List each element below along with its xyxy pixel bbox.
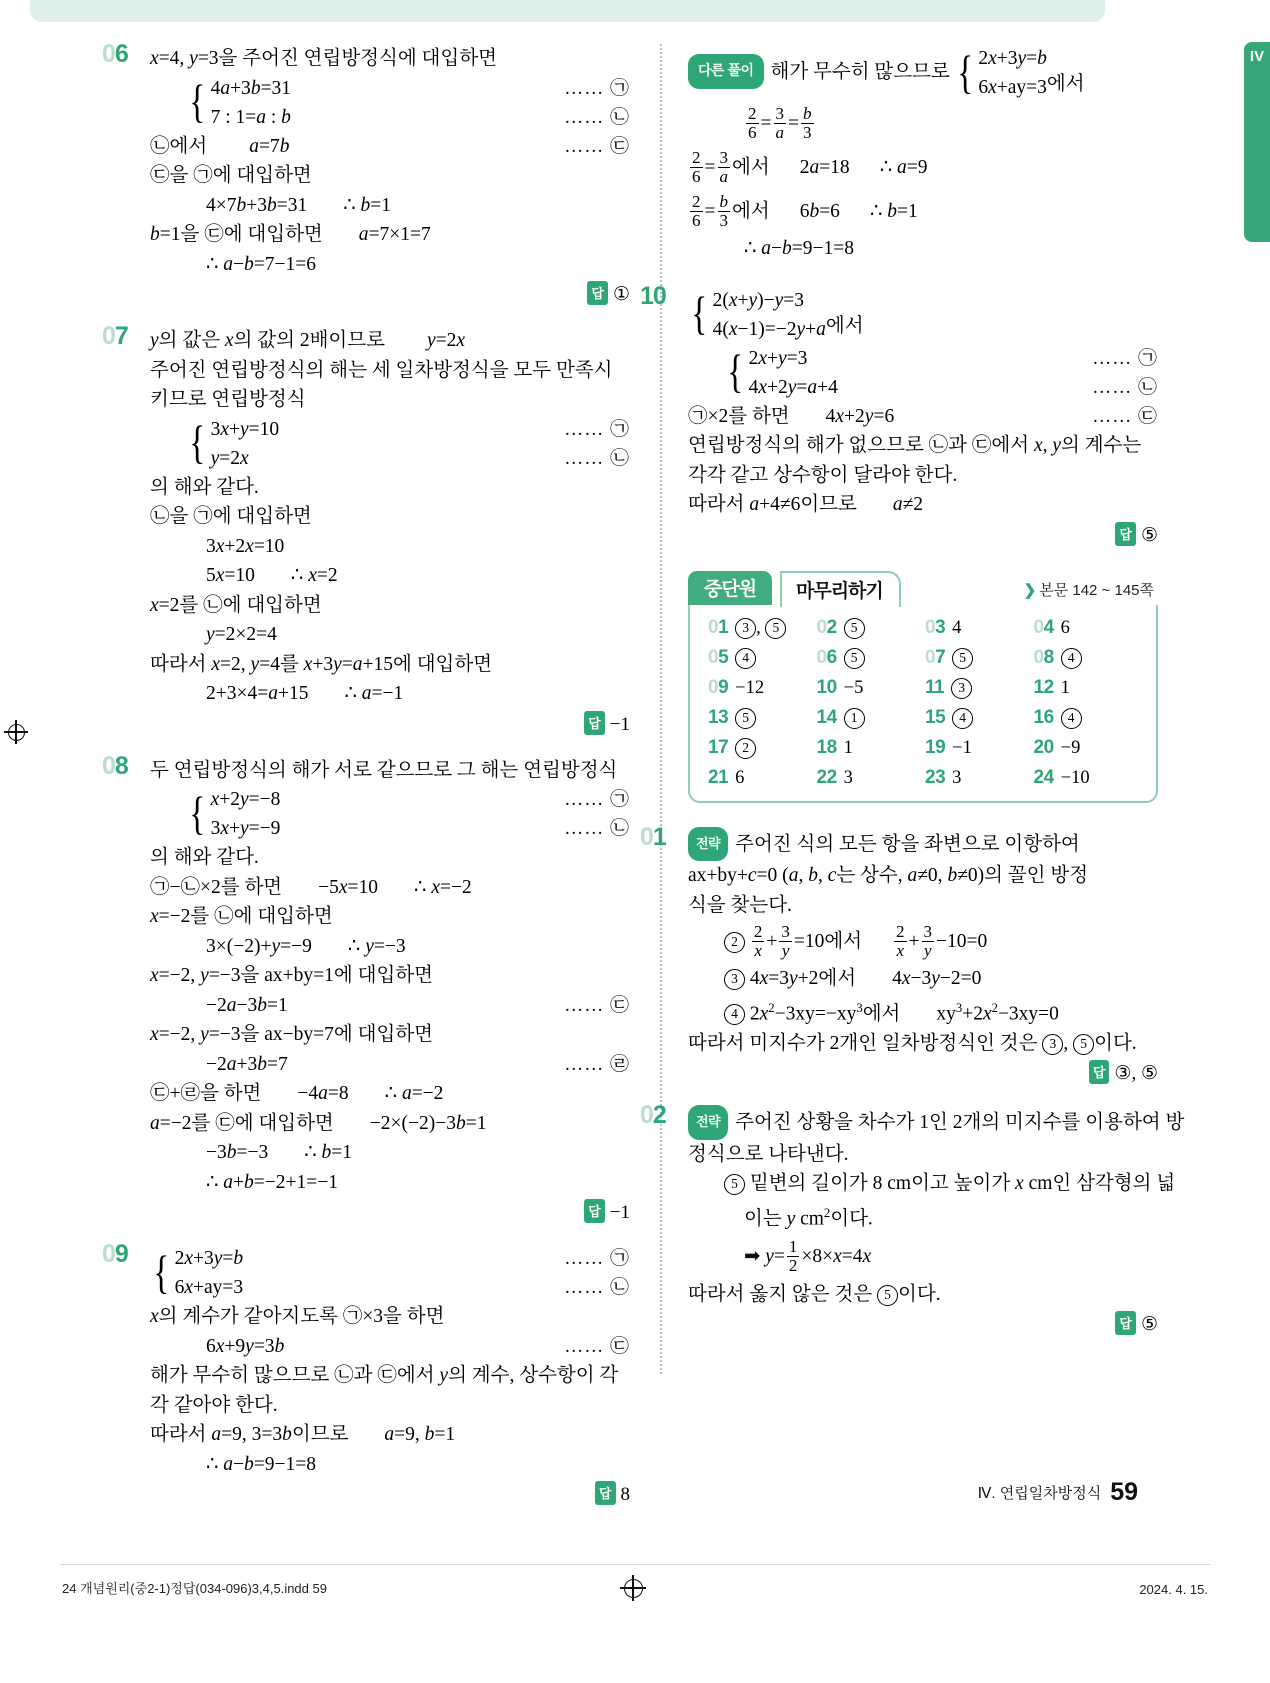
solution-line: b=1을 ㉢에 대입하면 a=7×1=7 bbox=[150, 224, 431, 245]
chapter-name: Ⅳ. 연립일차방정식 bbox=[977, 1485, 1102, 1502]
wrapup-answer-number: 14 bbox=[816, 706, 837, 728]
fraction: $\frac{1}{2}$ bbox=[788, 1236, 798, 1275]
answer-value: 답 ① bbox=[587, 281, 630, 306]
source-reference: ❯ 본문 142 ~ 145쪽 bbox=[1023, 581, 1154, 599]
page-footer bbox=[978, 1478, 1138, 1507]
wrapup-answer-number: 24 bbox=[1033, 766, 1054, 788]
wrapup-answer-value bbox=[844, 648, 865, 668]
wrapup-answer-item bbox=[925, 707, 1034, 729]
solution-line: 6x+9y=3b …… ㉢ bbox=[150, 1332, 630, 1362]
choice-circle: 2 bbox=[735, 738, 756, 759]
strategy-line: 정식으로 나타낸다. bbox=[688, 1143, 849, 1165]
solution-line: 주어진 연립방정식의 해는 세 일차방정식을 모두 만족시 bbox=[150, 359, 613, 381]
equation: 4(x−1)=−2y+a bbox=[712, 318, 826, 340]
wrapup-answer-value bbox=[952, 708, 973, 728]
solution-line: x=−2, y=−3을 ax−by=7에 대입하면 bbox=[150, 1024, 433, 1045]
wrapup-answer-list bbox=[688, 605, 1158, 803]
wrapup-answer-value: 3 , 5 bbox=[735, 618, 786, 638]
fraction: $\frac{2}{6}$ bbox=[692, 148, 701, 187]
choice-circle: 5 bbox=[844, 618, 865, 639]
solution-line: 3x+2x=10 bbox=[206, 535, 285, 557]
answer-value: 답 ⑤ bbox=[1115, 522, 1158, 547]
alt-solution-block bbox=[688, 44, 1158, 264]
equation-ref: …… ㉡ bbox=[564, 1277, 630, 1298]
fraction: $\frac{3}{y}$ bbox=[781, 922, 790, 961]
choice-circle: 5 bbox=[1073, 1034, 1094, 1055]
equation: 2x+3y=b bbox=[174, 1248, 244, 1269]
wrapup-answer-item bbox=[925, 737, 1034, 759]
solution-line: 3×(−2)+y=−9 ∴ y=−3 bbox=[206, 935, 406, 957]
solution-line: ➡ y= $\frac{1}{2}$ ×8×x=4x bbox=[744, 1236, 872, 1275]
answer-value: 답 8 bbox=[595, 1481, 630, 1506]
wrapup-answer-item bbox=[817, 737, 926, 759]
wrapup-answer-value: 1 bbox=[843, 737, 853, 758]
wrapup-tab-green: 중단원 bbox=[688, 571, 772, 605]
print-file-note: 24 개념원리(중2-1)정답(034-096)3,4,5.indd 59 bbox=[62, 1581, 327, 1596]
alt-solution-step: $\frac{2}{6}$ = $\frac{3}{a}$ 에서 2a=18 ∴ a=9 bbox=[692, 148, 928, 187]
equation-ref: …… ㉢ bbox=[564, 135, 630, 157]
wrapup-answer-number: 20 bbox=[1033, 736, 1054, 758]
equation: 4x+2y=a+4 bbox=[748, 376, 838, 398]
chapter-wrapup-box bbox=[688, 571, 1158, 803]
wrapup-answer-value bbox=[1061, 708, 1082, 728]
answer-row bbox=[150, 279, 630, 308]
equation-ref: …… ㉠ bbox=[564, 418, 630, 440]
solution-line: 2+3×4=a+15 ∴ a=−1 bbox=[206, 683, 404, 704]
alt-solution-step: ∴ a−b=9−1=8 bbox=[744, 238, 855, 259]
choice-circle: 4 bbox=[735, 648, 756, 669]
wrapup-answer-value bbox=[952, 648, 973, 668]
answer-row bbox=[688, 520, 1158, 549]
wrapup-tab-white: 마무리하기 bbox=[780, 571, 901, 607]
choice-circle: 5 bbox=[952, 648, 973, 669]
print-date: 2024. 4. 15. bbox=[1139, 1582, 1208, 1597]
wrapup-answer-number: 17 bbox=[708, 736, 729, 758]
solution-line: ㉢+㉣을 하면 −4a=8 ∴ a=−2 bbox=[150, 1083, 444, 1104]
solution-line: ∴ a−b=7−1=6 bbox=[206, 253, 317, 275]
solution-line: 따라서 a=9, 3=3b이므로 a=9, b=1 bbox=[150, 1424, 456, 1445]
equation: 4a+3b=31 bbox=[210, 77, 292, 99]
registration-mark-bottom bbox=[620, 1575, 646, 1601]
wrapup-answer-item bbox=[1034, 647, 1143, 669]
choice-circle: 5 bbox=[877, 1285, 898, 1306]
wrapup-answer-value: 1 bbox=[1060, 677, 1070, 698]
wrapup-answer-item bbox=[1034, 677, 1143, 699]
wrapup-answer-number: 06 bbox=[816, 646, 837, 668]
choice-circle: 3 bbox=[724, 969, 745, 990]
problem-block bbox=[102, 751, 630, 1227]
wrapup-answer-value bbox=[951, 678, 972, 698]
wrapup-answer-item bbox=[708, 707, 817, 729]
alt-solution-step: $\frac{2}{6}$ = $\frac{b}{3}$ 에서 6b=6 ∴ b=1 bbox=[692, 192, 918, 231]
chapter-side-tab-label: IV bbox=[1249, 48, 1265, 65]
wrapup-answer-value: −12 bbox=[735, 677, 765, 698]
choice-circle: 2 bbox=[724, 932, 745, 953]
solution-line: 따라서 옳지 않은 것은 5 이다. bbox=[688, 1283, 941, 1305]
solution-line: 이는 y $cm^2$이다. bbox=[744, 1205, 873, 1229]
wrapup-answer-item bbox=[817, 707, 926, 729]
choice-circle: 4 bbox=[724, 1004, 745, 1025]
fraction: $\frac{2}{x}$ bbox=[896, 922, 905, 961]
answer-badge-icon: 답 bbox=[587, 281, 608, 305]
alt-solution-proportion: $\frac{2}{6}$ = $\frac{3}{a}$ = $\frac{b}{3}$ bbox=[748, 104, 812, 143]
solution-line: ㉠−㉡×2를 하면 −5x=10 ∴ x=−2 bbox=[150, 876, 472, 898]
choice-circle: 5 bbox=[735, 708, 756, 729]
wrapup-answer-item bbox=[708, 767, 817, 789]
strategy-pill: 전략 bbox=[688, 827, 728, 862]
problem-block bbox=[102, 40, 630, 308]
wrapup-answer-number: 13 bbox=[708, 706, 729, 728]
column-divider bbox=[660, 44, 662, 1374]
solution-line: x=−2를 ㉡에 대입하면 bbox=[150, 906, 333, 927]
wrapup-answer-value bbox=[735, 648, 756, 668]
wrapup-answer-value bbox=[735, 738, 756, 758]
strategy-line: 식을 찾는다. bbox=[688, 894, 792, 916]
left-column bbox=[102, 40, 630, 1526]
wrapup-answer-number: 23 bbox=[925, 766, 946, 788]
solution-line: 5 밑변의 길이가 8 cm이고 높이가 x cm인 삼각형의 넓 bbox=[688, 1169, 1158, 1199]
wrapup-answer-value: 4 bbox=[952, 617, 962, 638]
wrapup-answer-value: 6 bbox=[735, 767, 745, 788]
fraction: $\frac{b}{3}$ bbox=[719, 192, 728, 231]
wrapup-answer-value bbox=[844, 618, 865, 638]
footer-divider bbox=[60, 1564, 1210, 1565]
answer-row bbox=[150, 709, 630, 738]
answer-value: 답 −1 bbox=[584, 1199, 630, 1224]
equation-system: { 2x+3y=b 6x+ay=3 …… ㉠ …… ㉡ bbox=[150, 1244, 630, 1302]
wrapup-answer-item bbox=[817, 617, 926, 639]
wrapup-tab-header bbox=[688, 571, 1158, 605]
fraction: $\frac{2}{x}$ bbox=[753, 922, 763, 961]
solution-line: 4 $2x^2-3xy=-xy^3$에서 $xy^3+2x^2-3xy=0$ bbox=[688, 994, 1158, 1029]
solution-line: 해가 무수히 많으므로 ㉡과 ㉢에서 y의 계수, 상수항이 각 bbox=[150, 1365, 619, 1386]
alt-solution-pill: 다른 풀이 bbox=[688, 54, 764, 89]
wrapup-answer-number: 08 bbox=[1033, 646, 1054, 668]
solution-line: x=4, y=3을 주어진 연립방정식에 대입하면 bbox=[150, 48, 497, 69]
solution-line: ㉡에서 a=7b …… ㉢ bbox=[150, 132, 630, 162]
page-number: 59 bbox=[1110, 1478, 1138, 1506]
equation-ref: …… ㉠ bbox=[564, 1248, 630, 1269]
solution-line: 각 같아야 한다. bbox=[150, 1394, 278, 1416]
fraction: $\frac{2}{6}$ bbox=[692, 192, 701, 231]
wrapup-answer-number: 03 bbox=[925, 616, 946, 638]
chevron-right-icon: ❯ bbox=[1023, 581, 1037, 599]
choice-circle: 1 bbox=[844, 708, 865, 729]
wrapup-answer-item bbox=[1034, 767, 1143, 789]
choice-circle: 5 bbox=[844, 648, 865, 669]
fraction: $\frac{b}{3}$ bbox=[803, 104, 812, 143]
solution-line: −2a+3b=7 …… ㉣ bbox=[150, 1050, 630, 1080]
wrapup-answer-number: 10 bbox=[816, 676, 837, 698]
choice-circle: 3 bbox=[951, 678, 972, 699]
right-column bbox=[640, 44, 1185, 1356]
equation-ref: …… ㉠ bbox=[1092, 347, 1158, 369]
fraction: $\frac{3}{a}$ bbox=[719, 148, 728, 187]
strategy-line: ax+by+c=0 (a, b, c는 상수, a≠0, b≠0)의 꼴인 방정 bbox=[688, 865, 1089, 886]
solution-line: 4×7b+3b=31 ∴ b=1 bbox=[206, 194, 392, 216]
wrapup-answer-item bbox=[1034, 737, 1143, 759]
solution-line: 따라서 미지수가 2개인 일차방정식인 것은 3 , 5 이다. bbox=[688, 1032, 1137, 1054]
wrapup-answer-value: −10 bbox=[1060, 767, 1090, 788]
solution-line: 연립방정식의 해가 없으므로 ㉡과 ㉢에서 x, y의 계수는 bbox=[688, 435, 1142, 456]
equation-ref: …… ㉡ bbox=[564, 106, 630, 128]
solution-line: 두 연립방정식의 해가 서로 같으므로 그 해는 연립방정식 bbox=[150, 759, 618, 781]
solution-line: x=2를 ㉡에 대입하면 bbox=[150, 594, 322, 616]
solution-line: x의 계수가 같아지도록 ㉠×3을 하면 bbox=[150, 1306, 445, 1327]
solution-line: 키므로 연립방정식 bbox=[150, 389, 306, 410]
solution-line: 5x=10 ∴ x=2 bbox=[206, 565, 338, 586]
answer-badge-icon: 답 bbox=[584, 711, 605, 735]
wrapup-answer-item bbox=[817, 677, 926, 699]
equation-system: { 2(x+y)−y=3 4(x−1)=−2y+a 에서 bbox=[688, 286, 1158, 344]
answer-badge-icon: 답 bbox=[595, 1481, 616, 1505]
solution-line: ㉡을 ㉠에 대입하면 bbox=[150, 506, 312, 527]
fraction: $\frac{2}{6}$ bbox=[748, 104, 757, 143]
answer-badge-icon: 답 bbox=[1115, 1311, 1136, 1335]
choice-circle: 3 bbox=[735, 618, 756, 639]
answer-row bbox=[150, 1197, 630, 1226]
wrapup-answer-value: 3 bbox=[952, 767, 962, 788]
answer-badge-icon: 답 bbox=[1115, 522, 1136, 546]
solution-line: −3b=−3 ∴ b=1 bbox=[206, 1142, 353, 1163]
wrapup-answer-number: 21 bbox=[708, 766, 729, 788]
wrapup-answer-number: 15 bbox=[925, 706, 946, 728]
wrapup-answer-item bbox=[925, 677, 1034, 699]
problem-number: 10 bbox=[640, 281, 666, 310]
wrapup-answer-value: −1 bbox=[952, 737, 972, 758]
solution-line: y=2×2=4 bbox=[206, 624, 277, 645]
solution-line: 3 4x=3y+2에서 4x−3y−2=0 bbox=[688, 964, 1158, 994]
fraction: $\frac{3}{y}$ bbox=[923, 922, 933, 961]
problem-number: 06 bbox=[102, 40, 128, 68]
problem-number: 01 bbox=[640, 822, 666, 851]
wrapup-answer-number: 02 bbox=[816, 616, 837, 638]
solution-line: −2a−3b=1 …… ㉢ bbox=[150, 991, 630, 1021]
equation-ref: …… ㉠ bbox=[564, 789, 630, 810]
equation-system: { x+2y=−8 3x+y=−9 …… ㉠ …… ㉡ bbox=[150, 785, 630, 843]
wrapup-answer-item bbox=[1034, 707, 1143, 729]
wrapup-answer-item bbox=[708, 617, 817, 639]
strategy-line: 전략 주어진 식의 모든 항을 좌변으로 이항하여 bbox=[688, 827, 1158, 862]
problem-number: 08 bbox=[102, 751, 128, 780]
fraction: $\frac{3}{a}$ bbox=[775, 104, 784, 143]
wrapup-answer-item bbox=[925, 767, 1034, 789]
wrapup-answer-number: 22 bbox=[816, 766, 837, 788]
equation-ref: …… ㉣ bbox=[564, 1053, 630, 1075]
chapter-side-tab bbox=[1244, 42, 1270, 242]
problem-block bbox=[640, 822, 1158, 1088]
problem-block bbox=[640, 281, 1158, 549]
wrapup-answer-number: 19 bbox=[925, 736, 946, 758]
equation-ref: …… ㉢ bbox=[564, 994, 630, 1016]
solution-line: ∴ a+b=−2+1=−1 bbox=[206, 1171, 339, 1193]
wrapup-answer-number: 07 bbox=[925, 646, 946, 668]
solution-line: 2 $\frac{2}{x}$ + $\frac{3}{y}$ =10에서 $\frac{2}{x}$ + $\frac{3}{y}$ −10=0 bbox=[688, 920, 1158, 964]
wrapup-answer-value: −5 bbox=[843, 677, 864, 698]
wrapup-answer-number: 12 bbox=[1033, 676, 1054, 698]
equation: 2x+y=3 bbox=[748, 347, 808, 369]
wrapup-answer-item bbox=[708, 737, 817, 759]
equation: 7 : 1=a : b bbox=[210, 106, 291, 128]
wrapup-answer-number: 01 bbox=[708, 616, 729, 638]
equation-ref: …… ㉡ bbox=[564, 447, 630, 469]
wrapup-answer-value bbox=[844, 708, 865, 728]
wrapup-answer-number: 09 bbox=[708, 676, 729, 698]
solution-line: x=−2, y=−3을 ax+by=1에 대입하면 bbox=[150, 965, 433, 986]
choice-circle: 5 bbox=[724, 1174, 745, 1195]
choice-circle: 3 bbox=[1042, 1034, 1063, 1055]
wrapup-answer-number: 18 bbox=[816, 736, 837, 758]
choice-circle: 5 bbox=[765, 618, 786, 639]
wrapup-answer-value: 6 bbox=[1060, 617, 1070, 638]
equation: 2(x+y)−y=3 bbox=[712, 289, 805, 311]
answer-row bbox=[688, 1058, 1158, 1087]
alt-solution-header: 다른 풀이 해가 무수히 많으므로 { 2x+3y=b 6x+ay=3 에서 bbox=[688, 44, 1158, 102]
wrapup-answer-number: 04 bbox=[1033, 616, 1054, 638]
solution-line: ∴ a−b=9−1=8 bbox=[206, 1453, 317, 1475]
problem-number: 09 bbox=[102, 1240, 128, 1268]
strategy-line: 전략 주어진 상황을 차수가 1인 2개의 미지수를 이용하여 방 bbox=[688, 1105, 1158, 1140]
solution-line: a=−2를 ㉢에 대입하면 −2×(−2)−3b=1 bbox=[150, 1112, 487, 1134]
problem-block bbox=[640, 1101, 1185, 1338]
answer-row bbox=[688, 1309, 1158, 1338]
equation-ref: …… ㉢ bbox=[564, 1335, 630, 1357]
solution-line: y의 값은 x의 값의 2배이므로 y=2x bbox=[150, 330, 465, 351]
problem-block bbox=[102, 1240, 630, 1508]
strategy-pill: 전략 bbox=[688, 1105, 728, 1140]
wrapup-answer-value bbox=[735, 708, 756, 728]
problem-block bbox=[102, 322, 630, 738]
wrapup-answer-item bbox=[817, 647, 926, 669]
equation-system: { 2x+y=3 4x+2y=a+4 …… ㉠ …… ㉡ bbox=[688, 344, 1158, 402]
arrow-right-icon: ➡ bbox=[744, 1245, 761, 1267]
wrapup-answer-item bbox=[817, 767, 926, 789]
problem-number: 07 bbox=[102, 322, 128, 350]
solution-line: 의 해와 같다. bbox=[150, 847, 259, 868]
equation: 3x+y=−9 bbox=[210, 818, 281, 839]
registration-mark-left bbox=[4, 720, 28, 744]
wrapup-answer-value: 3 bbox=[843, 767, 853, 788]
wrapup-answer-value bbox=[1061, 648, 1082, 668]
solution-line: 따라서 a+4≠6이므로 a≠2 bbox=[688, 494, 924, 515]
wrapup-answer-number: 11 bbox=[925, 676, 945, 698]
answer-badge-icon: 답 bbox=[584, 1199, 605, 1223]
equation: 2x+3y=b bbox=[978, 48, 1047, 69]
wrapup-answer-value: −9 bbox=[1060, 737, 1081, 758]
equation-ref: …… ㉠ bbox=[564, 77, 630, 99]
equation: 6x+ay=3 bbox=[978, 77, 1047, 98]
wrapup-answer-item bbox=[925, 647, 1034, 669]
wrapup-answer-item bbox=[708, 647, 817, 669]
solution-line: ㉢을 ㉠에 대입하면 bbox=[150, 165, 312, 186]
problem-number: 02 bbox=[640, 1101, 666, 1129]
solution-line: 의 해와 같다. bbox=[150, 476, 259, 498]
equation: 3x+y=10 bbox=[210, 418, 280, 440]
answer-value: 답 −1 bbox=[584, 711, 630, 736]
answer-value: 답 ③, ⑤ bbox=[1089, 1060, 1158, 1085]
answer-badge-icon: 답 bbox=[1089, 1060, 1110, 1084]
equation: x+2y=−8 bbox=[210, 789, 281, 810]
wrapup-answer-number: 05 bbox=[708, 646, 729, 668]
choice-circle: 4 bbox=[952, 708, 973, 729]
equation-ref: …… ㉡ bbox=[1092, 376, 1158, 398]
equation-system: { 4a+3b=31 7 : 1=a : b …… ㉠ …… ㉡ bbox=[150, 74, 630, 132]
equation-system: { 3x+y=10 y=2x …… ㉠ …… ㉡ bbox=[150, 415, 630, 473]
solution-line: ㉠×2를 하면 4x+2y=6 …… ㉢ bbox=[688, 402, 1158, 432]
wrapup-answer-item bbox=[708, 677, 817, 699]
equation-ref: …… ㉢ bbox=[1092, 405, 1158, 427]
choice-circle: 4 bbox=[1061, 708, 1082, 729]
equation: 6x+ay=3 bbox=[174, 1277, 244, 1298]
wrapup-answer-item bbox=[1034, 617, 1143, 639]
solution-line: 따라서 x=2, y=4를 x+3y=a+15에 대입하면 bbox=[150, 653, 493, 675]
solution-line: 각각 같고 상수항이 달라야 한다. bbox=[688, 464, 958, 486]
answer-value: 답 ⑤ bbox=[1115, 1311, 1158, 1336]
top-decorative-band bbox=[30, 0, 1105, 22]
equation: y=2x bbox=[210, 447, 249, 469]
answer-row bbox=[150, 1479, 630, 1508]
equation-ref: …… ㉡ bbox=[564, 818, 630, 839]
choice-circle: 4 bbox=[1061, 648, 1082, 669]
wrapup-answer-number: 16 bbox=[1033, 706, 1054, 728]
wrapup-answer-item bbox=[925, 617, 1034, 639]
